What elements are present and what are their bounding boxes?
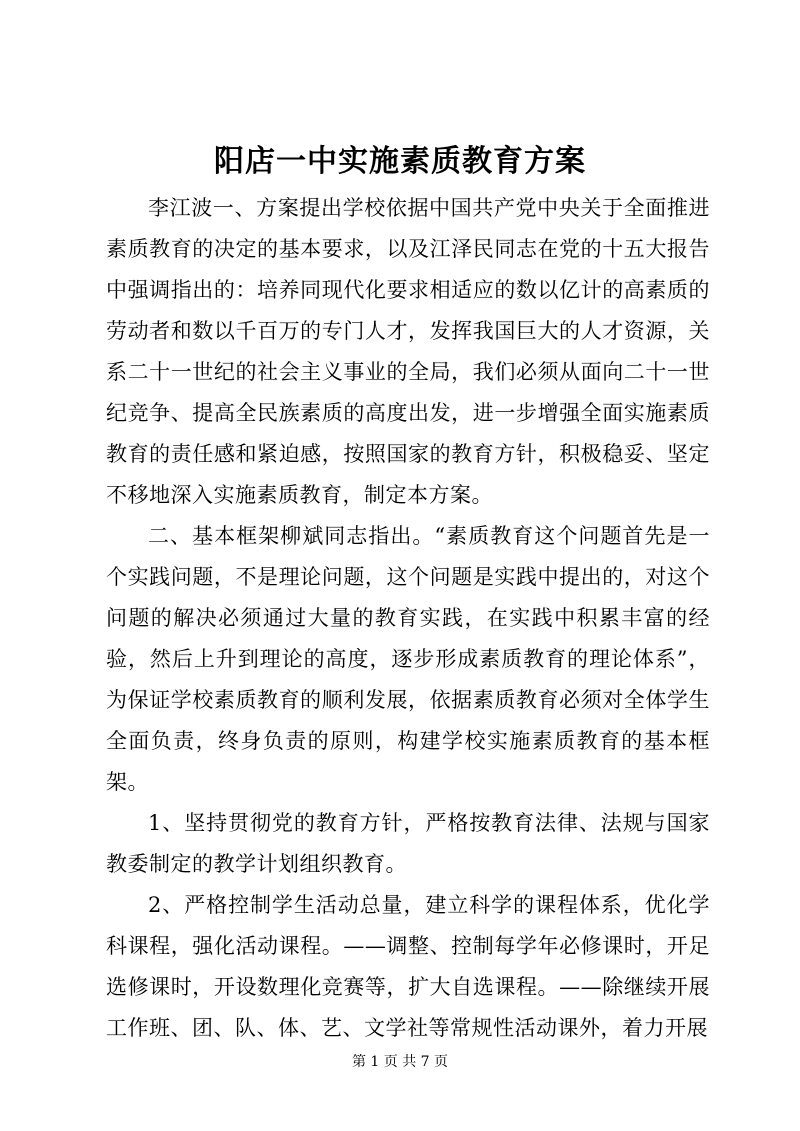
paragraph-item-2: 2、严格控制学生活动总量，建立科学的课程体系，优化学科课程，强化活动课程。——调整、控制每学年必修课时，开足选修课时，开设数理化竞赛等，扩大自选课程。——除继续开展工作班、团、队、体、艺、文学社等常规性活动课外，着力开展 bbox=[106, 893, 710, 1040]
page-footer: 第 1 页 共 7 页 bbox=[351, 1054, 449, 1070]
paragraph-intro: 李江波一、方案提出学校依据中国共产党中央关于全面推进素质教育的决定的基本要求，以及江泽民同志在党的十五大报告中强调指出的：培养同现代化要求相适应的数以亿计的高素质的劳动者和数以千百万的专门人才，发挥我国巨大的人才资源，关系二十一世纪的社会主义事业的全局，我们必须从面向二十一世纪竞争、提高全民族素质的高度出发，进一步增强全面实施素质教育的责任感和紧迫感，按照国家的教育方针，积极稳妥、坚定不移地深入实施素质教育，制定本方案。 bbox=[106, 196, 710, 507]
paragraph-item-1: 1、坚持贯彻党的教育方针，严格按教育法律、法规与国家教委制定的教学计划组织教育。 bbox=[106, 811, 710, 876]
document-body bbox=[106, 188, 710, 1049]
paragraph-framework: 二、基本框架柳斌同志指出。“素质教育这个问题首先是一个实践问题，不是理论问题，这个问题是实践中提出的，对这个问题的解决必须通过大量的教育实践，在实践中积累丰富的经验，然后上升到理论的高度，逐步形成素质教育的理论体系”，为保证学校素质教育的顺利发展，依据素质教育必须对全体学生全面负责，终身负责的原则，构建学校实施素质教育的基本框架。 bbox=[106, 524, 710, 794]
document-title: 阳店一中实施素质教育方案 bbox=[214, 144, 586, 179]
